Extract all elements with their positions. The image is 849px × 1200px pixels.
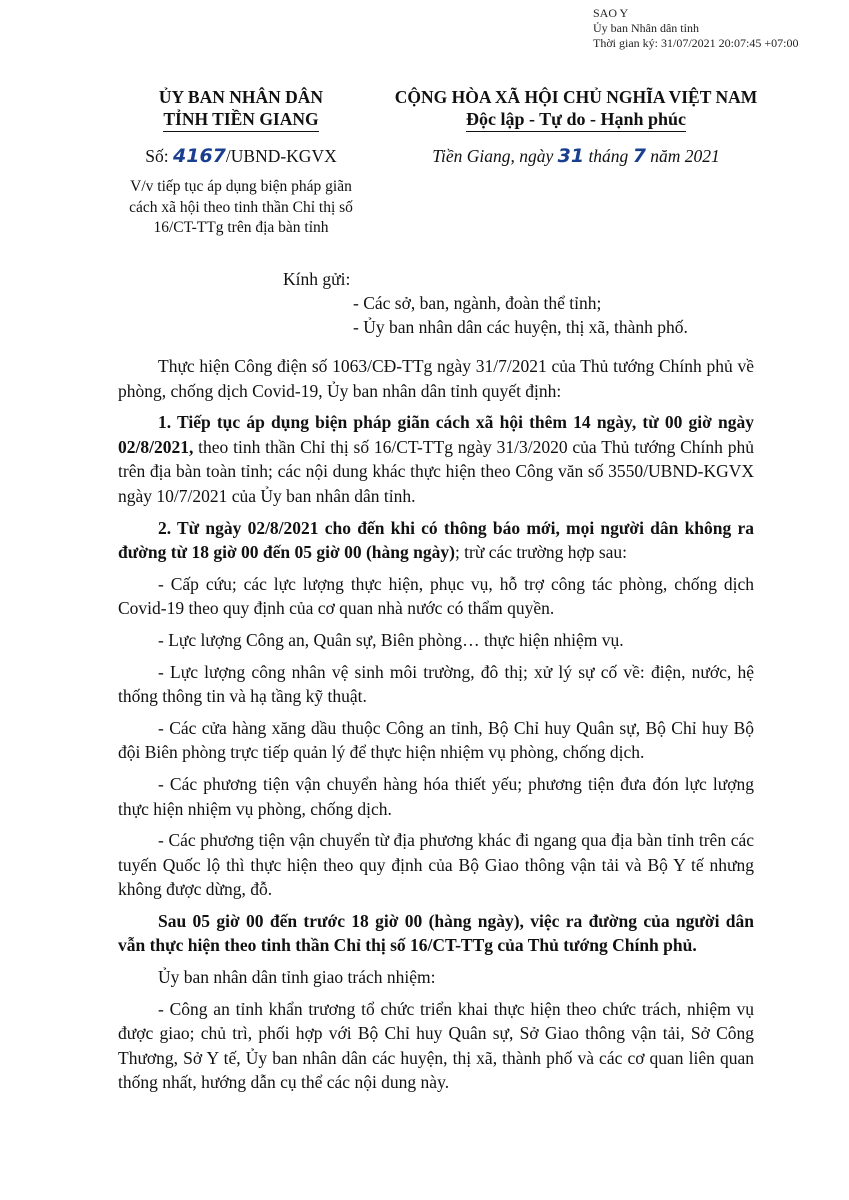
- document-subject: V/v tiếp tục áp dụng biện pháp giãn cách xã hội theo tinh thần Chỉ thị số 16/CT-TTg trên địa bàn tỉnh: [129, 178, 353, 236]
- body-paragraph: Ủy ban nhân dân tỉnh giao trách nhiệm:: [158, 967, 436, 988]
- recipients-label: Kính gửi:: [283, 269, 351, 289]
- national-heading-block: [380, 86, 772, 167]
- body-paragraph: [118, 516, 754, 565]
- document-number-handwritten: 4167: [173, 145, 226, 167]
- month-handwritten: 7: [632, 145, 646, 167]
- year-text: năm 2021: [645, 146, 720, 166]
- authority-name: ỦY BAN NHÂN DÂN: [158, 87, 324, 107]
- month-word: tháng: [584, 146, 633, 166]
- digital-signature-stamp: [593, 6, 798, 51]
- document-number-suffix: /UBND-KGVX: [225, 146, 337, 166]
- directive-1-text: theo tinh thần Chỉ thị số 16/CT-TTg ngày 31/3/2020 của Thủ tướng Chính phủ trên địa bàn toàn tỉnh; các nội dung khác thực hiện theo Công văn số 3550/UBND-KGVX ngày 10/7/2021 của Ủy ban nhân dân tỉnh.: [118, 436, 754, 506]
- recipient-item: - Ủy ban nhân dân các huyện, thị xã, thành phố.: [353, 317, 688, 337]
- body-paragraph: [118, 410, 754, 508]
- directive-2-text: ; trừ các trường hợp sau:: [454, 542, 628, 563]
- stamp-sign-time: Thời gian ký: 31/07/2021 20:07:45 +07:00: [593, 36, 799, 50]
- daytime-rule-bold: Sau 05 giờ 00 đến trước 18 giờ 00 (hàng ngày), việc ra đường của người dân vẫn thực hiện theo tinh thần Chỉ thị số 16/CT-TTg của Thủ tướng Chính phủ.: [118, 910, 754, 956]
- national-motto: Độc lập - Tự do - Hạnh phúc: [466, 108, 686, 132]
- place-and-date: [380, 145, 772, 167]
- national-title: CỘNG HÒA XÃ HỘI CHỦ NGHĨA VIỆT NAM: [394, 87, 758, 107]
- document-number-prefix: Số:: [145, 146, 173, 166]
- place-prefix: Tiền Giang, ngày: [432, 146, 558, 166]
- authority-province: TỈNH TIỀN GIANG: [163, 108, 318, 132]
- directive-1-bold: 1. Tiếp tục áp dụng biện pháp giãn cách xã hội thêm 14 ngày, từ 00 giờ ngày 02/8/2021,: [118, 412, 754, 457]
- directive-2-bold: 2. Từ ngày 02/8/2021 cho đến khi có thông báo mới, mọi người dân không ra đường từ 18 giờ 00 đến 05 giờ 00 (hàng ngày): [118, 517, 754, 563]
- exception-item: - Các phương tiện vận chuyển hàng hóa thiết yếu; phương tiện đưa đón lực lượng thực hiện nhiệm vụ phòng, chống dịch.: [118, 773, 754, 819]
- body-paragraph: Thực hiện Công điện số 1063/CĐ-TTg ngày 31/7/2021 của Thủ tướng Chính phủ về phòng, chống dịch Covid-19, Ủy ban nhân dân tỉnh quyết định:: [118, 356, 754, 401]
- recipients-block: [283, 267, 688, 339]
- exception-item: - Cấp cứu; các lực lượng thực hiện, phục vụ, hỗ trợ công tác phòng, chống dịch Covid-19 theo quy định của cơ quan nhà nước có thẩm quyền.: [118, 573, 754, 619]
- stamp-title: SAO Y: [593, 6, 629, 20]
- stamp-signer: Ủy ban Nhân dân tỉnh: [593, 21, 699, 35]
- document-number: [96, 145, 386, 167]
- issuing-authority-block: [96, 86, 386, 239]
- recipient-item: - Các sở, ban, ngành, đoàn thể tỉnh;: [353, 293, 602, 313]
- exception-item: - Các phương tiện vận chuyển từ địa phương khác đi ngang qua địa bàn tỉnh trên các tuyến Quốc lộ thì thực hiện theo quy định của Bộ Giao thông vận tải và Bộ Y tế nhưng không được dừng, đỗ.: [118, 830, 754, 900]
- day-handwritten: 31: [557, 145, 585, 167]
- exception-item: - Lực lượng Công an, Quân sự, Biên phòng… thực hiện nhiệm vụ.: [158, 629, 624, 650]
- body-paragraph: [118, 909, 754, 958]
- exception-item: - Các cửa hàng xăng dầu thuộc Công an tỉnh, Bộ Chỉ huy Quân sự, Bộ Chỉ huy Bộ đội Biên phòng trực tiếp quản lý để thực hiện nhiệm vụ phòng, chống dịch.: [118, 717, 754, 763]
- responsibility-item: - Công an tỉnh khẩn trương tổ chức triển khai thực hiện theo chức trách, nhiệm vụ được giao; chủ trì, phối hợp với Bộ Chỉ huy Quân sự, Sở Giao thông vận tải, Sở Công Thương, Sở Y tế, Ủy ban nhân dân các huyện, thị xã, thành phố và các cơ quan liên quan thống nhất, hướng dẫn cụ thể các nội dung này.: [118, 998, 754, 1093]
- document-body: [118, 354, 754, 1102]
- exception-item: - Lực lượng công nhân vệ sinh môi trường, đô thị; xử lý sự cố về: điện, nước, hệ thống thông tin và hạ tầng kỹ thuật.: [118, 661, 754, 707]
